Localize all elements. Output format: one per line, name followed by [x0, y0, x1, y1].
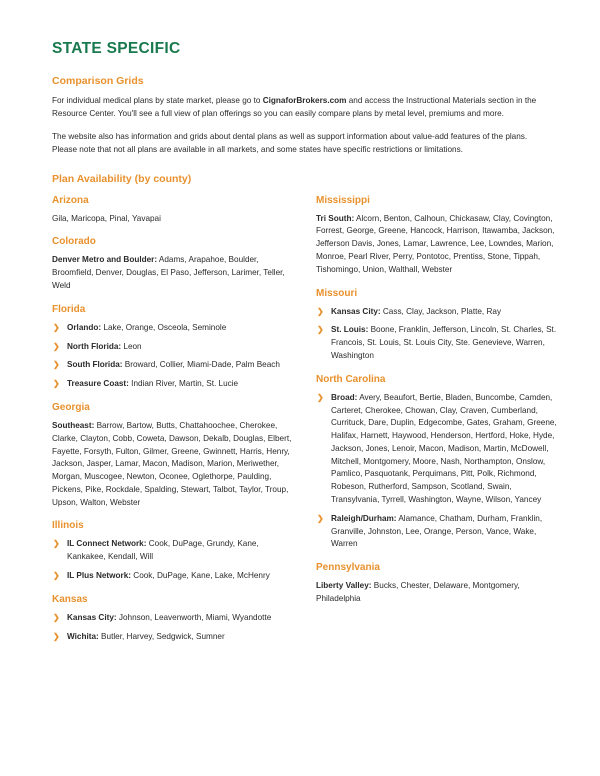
- region-label-denver-metro-and-boulder: Denver Metro and Boulder:: [52, 255, 158, 265]
- counties-south-florida: Broward, Collier, Miami-Dade, Palm Beach: [122, 360, 280, 370]
- counties-orlando: Lake, Orange, Osceola, Seminole: [101, 322, 227, 332]
- counties-denver-metro-and-boulder: Adams, Arapahoe, Boulder, Broomfield, Denver, Douglas, El Paso, Jefferson, Larimer, Teller, Weld: [52, 255, 285, 290]
- region-list-illinois: [52, 538, 298, 582]
- list-item: [316, 392, 562, 507]
- chevron-right-icon: ❯: [317, 325, 324, 335]
- chevron-right-icon: ❯: [53, 539, 60, 549]
- counties-il-connect-network: Cook, DuPage, Grundy, Kane, Kankakee, Kendall, Will: [67, 539, 259, 562]
- comparison-grids-paragraph-2: The website also has information and grids about dental plans as well as support information about value-add features of the plans. Please note that not all plans are available in all markets, and some states have specific restrictions or limitations.: [52, 131, 528, 154]
- state-block-north-carolina: [316, 374, 562, 552]
- counties-kansas-city-mo: Cass, Clay, Jackson, Platte, Ray: [380, 306, 502, 316]
- plan-availability-heading: Plan Availability (by county): [52, 172, 192, 185]
- list-item: [316, 306, 562, 319]
- counties-liberty-valley: Bucks, Chester, Delaware, Montgomery, Philadelphia: [316, 581, 520, 604]
- paragraph1-post-text: and access the Instructional Materials section in the Resource Center. You'll see a full view of plan offerings so you can easily compare plans by metal level, premiums and more.: [52, 95, 537, 118]
- counties-mississippi: [316, 213, 562, 277]
- state-block-florida: [52, 304, 298, 391]
- state-name-arizona: Arizona: [52, 194, 89, 206]
- chevron-right-icon: ❯: [53, 360, 60, 370]
- counties-georgia: [52, 420, 298, 510]
- region-list-missouri: [316, 306, 562, 363]
- counties-raleigh-durham: Alamance, Chatham, Durham, Franklin, Granville, Johnston, Lee, Orange, Person, Vance, Wake, Warren: [331, 513, 543, 549]
- region-label-raleigh-durham: Raleigh/Durham:: [331, 513, 397, 523]
- counties-north-florida: Leon: [121, 341, 142, 351]
- region-label-broad: Broad:: [331, 392, 358, 402]
- chevron-right-icon: ❯: [53, 612, 60, 622]
- paragraph1-pre-text: For individual medical plans by state market, please go to: [52, 95, 263, 105]
- region-label-st-louis: St. Louis:: [331, 325, 369, 335]
- list-item: [52, 612, 298, 625]
- state-block-missouri: [316, 288, 562, 363]
- state-name-mississippi: Mississippi: [316, 194, 370, 206]
- region-label-southeast: Southeast:: [52, 420, 95, 430]
- counties-treasure-coast: Indian River, Martin, St. Lucie: [128, 379, 239, 389]
- counties-pennsylvania: [316, 580, 562, 606]
- list-item: [52, 631, 298, 644]
- chevron-right-icon: ❯: [53, 322, 60, 332]
- comparison-grids-paragraph-1: [52, 95, 549, 121]
- chevron-right-icon: ❯: [53, 571, 60, 581]
- chevron-right-icon: ❯: [53, 341, 60, 351]
- counties-southeast: Barrow, Bartow, Butts, Chattahoochee, Cherokee, Clarke, Clayton, Cobb, Coweta, Dawson, Dekalb, Douglas, Elbert, Fayette, Forsyth, Fulton, Gilmer, Greene, Gwinnett, Harris, Henry, Jackson, Jasper, Lamar, Macon, Madison, Marion, Meriwether, Morgan, Muscogee, Newton, Oconee, Oglethorpe, Paulding, Pickens, Pike, Rockdale, Spalding, Stewart, Talbot, Taylor, Troup, Upson, Walton, Webster: [52, 420, 292, 507]
- state-name-north-carolina: North Carolina: [316, 373, 386, 385]
- state-name-pennsylvania: Pennsylvania: [316, 562, 380, 574]
- list-item: [316, 513, 562, 551]
- counties-kansas-city: Johnson, Leavenworth, Miami, Wyandotte: [116, 612, 272, 622]
- region-label-il-connect-network: IL Connect Network:: [67, 539, 147, 549]
- chevron-right-icon: ❯: [317, 306, 324, 316]
- region-label-north-florida: North Florida:: [67, 341, 122, 351]
- counties-st-louis: Boone, Franklin, Jefferson, Lincoln, St. Charles, St. Francois, St. Louis, St. Louis City, Ste. Genevieve, Warren, Washington: [331, 325, 557, 360]
- region-label-wichita: Wichita:: [67, 631, 99, 641]
- region-list-florida: [52, 322, 298, 391]
- region-list-kansas: [52, 612, 298, 644]
- region-label-kansas-city-mo: Kansas City:: [331, 306, 381, 316]
- list-item: [52, 378, 298, 391]
- region-label-kansas-city: Kansas City:: [67, 612, 117, 622]
- region-label-il-plus-network: IL Plus Network:: [67, 571, 131, 581]
- state-name-illinois: Illinois: [52, 520, 84, 532]
- chevron-right-icon: ❯: [53, 631, 60, 641]
- state-block-colorado: [52, 236, 298, 292]
- state-block-arizona: [52, 195, 298, 226]
- counties-il-plus-network: Cook, DuPage, Kane, Lake, McHenry: [131, 571, 270, 581]
- comparison-grids-section: [52, 75, 560, 157]
- state-name-missouri: Missouri: [316, 287, 358, 299]
- comparison-grids-heading: Comparison Grids: [52, 74, 144, 87]
- page-title: STATE SPECIFIC: [52, 40, 181, 57]
- state-block-georgia: [52, 402, 298, 510]
- counties-tri-south: Alcorn, Benton, Calhoun, Chickasaw, Clay, Covington, Forrest, George, Greene, Hancock, Harrison, Itawamba, Jackson, Jefferson Davis, Jones, Lamar, Lawrence, Lee, Lowndes, Marion, Monroe, Pearl River, Perry, Pontotoc, Prentiss, Stone, Tippah, Tishomingo, Union, Walthall, Webster: [316, 213, 555, 274]
- plan-availability-columns: [52, 195, 560, 644]
- left-column: [52, 195, 298, 644]
- state-block-illinois: [52, 520, 298, 582]
- counties-colorado: [52, 254, 298, 292]
- region-label-liberty-valley: Liberty Valley:: [316, 581, 372, 591]
- state-name-colorado: Colorado: [52, 236, 96, 248]
- state-block-kansas: [52, 594, 298, 644]
- counties-arizona: Gila, Maricopa, Pinal, Yavapai: [52, 213, 161, 223]
- list-item: [316, 324, 562, 362]
- list-item: [52, 341, 298, 354]
- list-item: [52, 359, 298, 372]
- state-name-florida: Florida: [52, 303, 86, 315]
- state-block-pennsylvania: [316, 562, 562, 606]
- region-label-treasure-coast: Treasure Coast:: [67, 379, 129, 389]
- state-block-mississippi: [316, 195, 562, 277]
- list-item: [52, 570, 298, 583]
- chevron-right-icon: ❯: [317, 513, 324, 523]
- state-name-georgia: Georgia: [52, 401, 90, 413]
- list-item: [52, 322, 298, 335]
- counties-broad: Avery, Beaufort, Bertie, Bladen, Buncombe, Camden, Carteret, Cherokee, Chowan, Clay, Craven, Cumberland, Currituck, Dare, Duplin, Edgecombe, Gates, Graham, Greene, Halifax, Harnett, Haywood, Henderson, Hertford, Hoke, Hyde, Jackson, Jones, Lenoir, Macon, Madison, Martin, McDowell, Mitchell, Montgomery, Moore, Nash, Northampton, Onslow, Pamlico, Pasquotank, Perquimans, Pitt, Polk, Richmond, Robeson, Rutherford, Sampson, Scotland, Swain, Transylvania, Tyrrell, Washington, Wayne, Wilson, Yancey: [331, 392, 557, 505]
- cignaforbrokers-link[interactable]: CignaforBrokers.com: [262, 95, 347, 105]
- counties-wichita: Butler, Harvey, Sedgwick, Sumner: [98, 631, 225, 641]
- region-label-tri-south: Tri South:: [316, 213, 355, 223]
- list-item: [52, 538, 298, 564]
- chevron-right-icon: ❯: [53, 379, 60, 389]
- region-label-south-florida: South Florida:: [67, 360, 123, 370]
- region-list-north-carolina: [316, 392, 562, 552]
- chevron-right-icon: ❯: [317, 392, 324, 402]
- state-name-kansas: Kansas: [52, 593, 88, 605]
- right-column: [316, 195, 562, 606]
- region-label-orlando: Orlando:: [67, 322, 102, 332]
